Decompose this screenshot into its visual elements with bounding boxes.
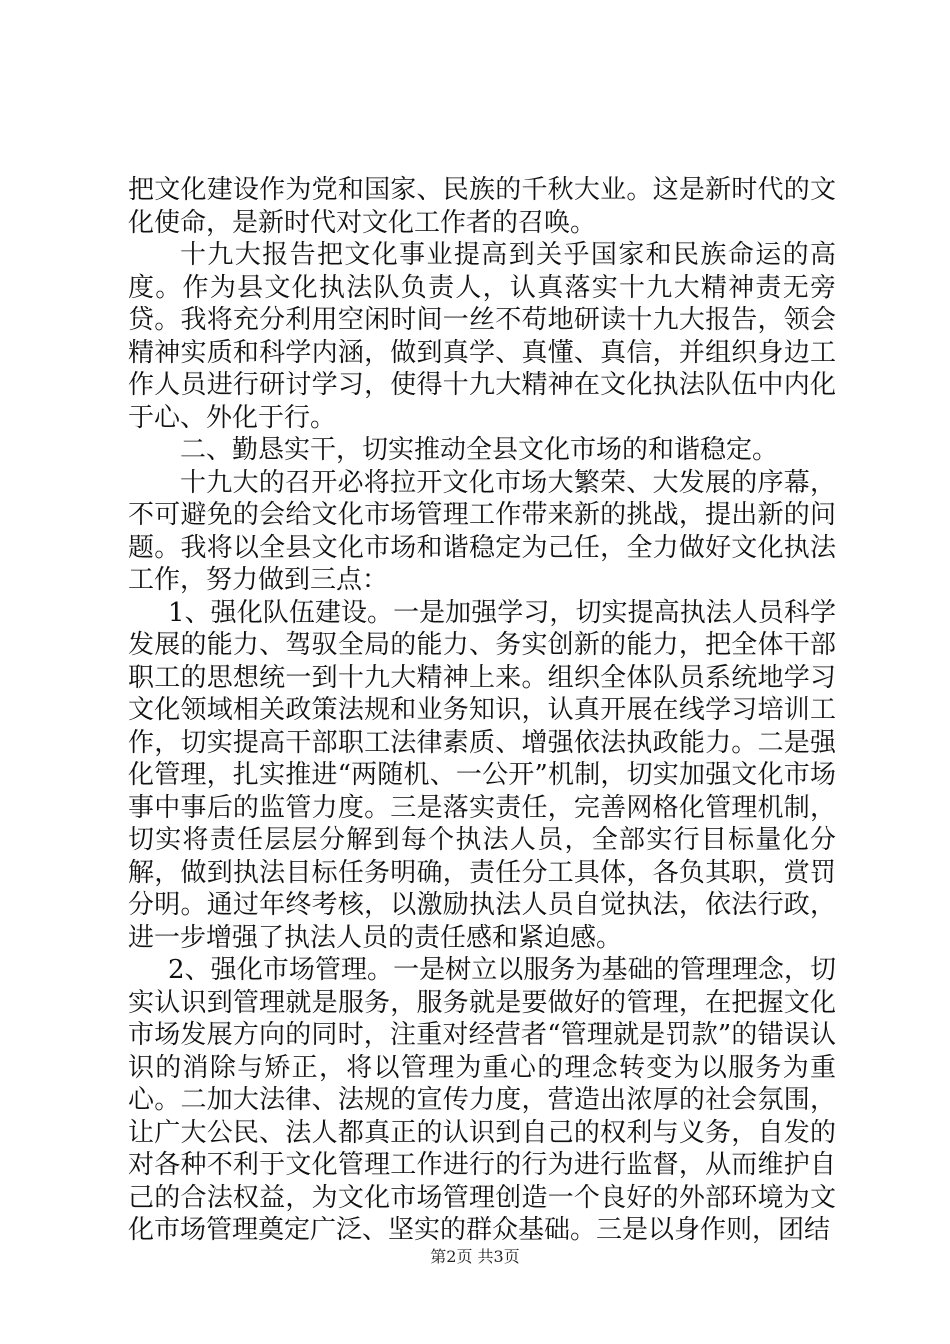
paragraph-item-2: 2、强化市场管理。一是树立以服务为基础的管理理念，切实认识到管理就是服务，服务就是要做好的管理，在把握文化市场发展方向的同时，注重对经营者“管理就是罚款”的错误认识的消除与矫正，将以管理为重心的理念转变为以服务为重心。二加大法律、法规的宣传力度，营造出浓厚的社会氛围，让广大公民、法人都真正的认识到自己的权利与义务，自发的对各种不利于文化管理工作进行的行为进行监督，从而维护自己的合法权益，为文化市场管理创造一个良好的外部环境为文化市场管理奠定广泛、坚实的群众基础。三是以身作则，团结 — [128, 955, 836, 1245]
paragraph-item-1: 1、强化队伍建设。一是加强学习，切实提高执法人员科学发展的能力、驾驭全局的能力、务实创新的能力，把全体干部职工的思想统一到十九大精神上来。组织全体队员系统地学习文化领域相关政策法规和业务知识，认真开展在线学习培训工作，切实提高干部职工法律素质、增强依法执政能力。二是强化管理，扎实推进“两随机、一公开”机制，切实加强文化市场事中事后的监管力度。三是落实责任，完善网格化管理机制，切实将责任层层分解到每个执法人员，全部实行目标量化分解，做到执法目标任务明确，责任分工具体，各负其职，赏罚分明。通过年终考核，以激励执法人员自觉执法，依法行政，进一步增强了执法人员的责任感和紧迫感。 — [128, 597, 836, 953]
page-footer: 第2页 共3页 — [430, 1247, 520, 1266]
paragraph-report: 十九大报告把文化事业提高到关乎国家和民族命运的高度。作为县文化执法队负责人，认真落实十九大精神责无旁贷。我将充分利用空闲时间一丝不苟地研读十九大报告，领会精神实质和科学内涵，做到真学、真懂、真信，并组织身边工作人员进行研讨学习，使得十九大精神在文化执法队伍中内化于心、外化于行。 — [128, 240, 836, 433]
paragraph-market: 十九大的召开必将拉开文化市场大繁荣、大发展的序幕，不可避免的会给文化市场管理工作带来新的挑战，提出新的问题。我将以全县文化市场和谐稳定为己任，全力做好文化执法工作，努力做到三点： — [128, 467, 836, 595]
document-body — [128, 174, 836, 1247]
section-heading-two: 二、勤恳实干，切实推动全县文化市场的和谐稳定。 — [180, 435, 779, 465]
paragraph-continuation: 把文化建设作为党和国家、民族的千秋大业。这是新时代的文化使命，是新时代对文化工作者的召唤。 — [128, 175, 836, 238]
